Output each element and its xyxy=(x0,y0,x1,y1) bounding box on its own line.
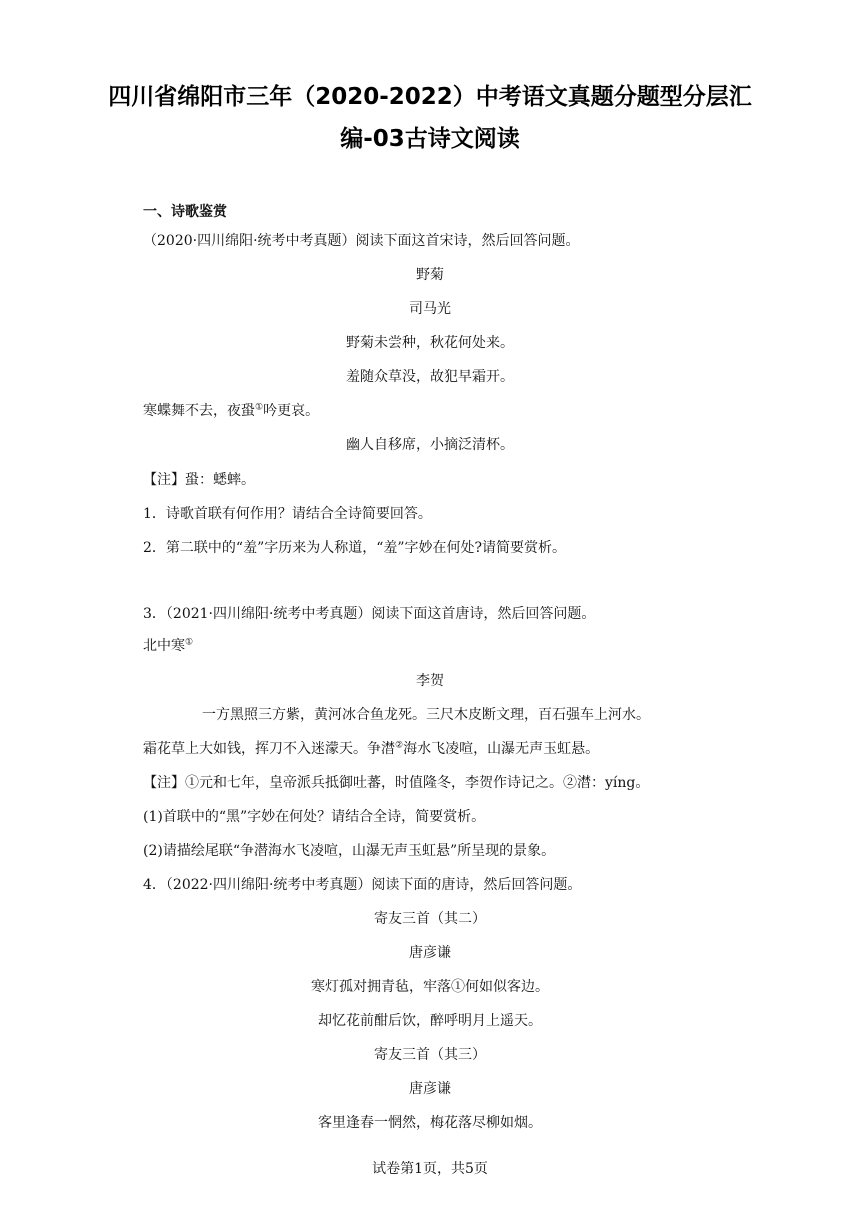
poem-line-text: 海水飞凌喧，山瀑无声玉虹悬。 xyxy=(403,741,600,757)
poem-title-jiyou-2: 寄友三首（其二） xyxy=(374,911,486,927)
footnote-marker: ① xyxy=(255,402,264,413)
poem-author-tangyanqian: 唐彦谦 xyxy=(409,945,451,961)
poem-note: 【注】①元和七年，皇帝派兵抵御吐蕃，时值隆冬，李贺作诗记之。②澘：yíng。 xyxy=(143,775,650,791)
poem-author-tangyanqian: 唐彦谦 xyxy=(409,1081,451,1097)
question-4-intro: 4．（2022·四川绵阳·统考中考真题）阅读下面的唐诗，然后回答问题。 xyxy=(143,877,582,893)
poem-line: 寒灯孤对拥青毡，牢落①何如似客边。 xyxy=(311,979,549,995)
sub-question-2: (2)请描绘尾联“争潜海水飞凌喧，山瀑无声玉虹悬”所呈现的景象。 xyxy=(143,843,556,859)
footnote-marker: ② xyxy=(395,740,404,751)
document-title-line-1: 四川省绵阳市三年（2020-2022）中考语文真题分题型分层汇 xyxy=(108,84,752,110)
question-2: 2．第二联中的“羞”字历来为人称道，“羞”字妙在何处?请简要赏析。 xyxy=(143,540,567,556)
poem-title-text: 北中寒 xyxy=(143,638,185,654)
question-1: 1．诗歌首联有何作用？请结合全诗简要回答。 xyxy=(143,506,432,522)
poem-line-text: 寒蝶舞不去，夜蛩 xyxy=(143,403,255,419)
poem-title-yeju: 野菊 xyxy=(416,267,444,283)
poem-line-text: 吟更哀。 xyxy=(263,403,320,419)
poem-line: 一方黑照三方紫，黄河冰合鱼龙死。三尺木皮断文理，百石强车上河水。 xyxy=(202,707,650,723)
poem-title-beizhonghan xyxy=(143,637,193,655)
poem-title-jiyou-3: 寄友三首（其三） xyxy=(374,1047,486,1063)
poem-author-simaguang: 司马光 xyxy=(409,301,451,317)
section-heading: 一、诗歌鉴赏 xyxy=(143,204,227,220)
poem-line: 野菊未尝种，秋花何处来。 xyxy=(346,335,514,351)
document-title-line-2: 编-03古诗文阅读 xyxy=(340,126,520,152)
poem-note: 【注】蛩：蟋蟀。 xyxy=(143,472,255,488)
poem-line-text: 霜花草上大如钱，挥刀不入迷濛天。争澘 xyxy=(143,741,395,757)
poem-line: 却忆花前酣后饮，醉呼明月上遥天。 xyxy=(318,1013,542,1029)
poem-line xyxy=(143,402,319,420)
question-3-intro: 3．（2021·四川绵阳·统考中考真题）阅读下面这首唐诗，然后回答问题。 xyxy=(143,606,596,622)
poem-line: 幽人自移席，小摘泛清杯。 xyxy=(346,437,514,453)
poem-line: 羞随众草没，故犯早霜开。 xyxy=(346,369,514,385)
footnote-marker: ① xyxy=(185,637,194,648)
page-footer: 试卷第1页，共5页 xyxy=(372,1161,488,1177)
sub-question-1: (1)首联中的“黑”字妙在何处？请结合全诗，简要赏析。 xyxy=(143,809,486,825)
poem-author-lihe: 李贺 xyxy=(416,673,444,689)
question-1-intro: （2020·四川绵阳·统考中考真题）阅读下面这首宋诗，然后回答问题。 xyxy=(143,233,580,249)
poem-line: 客里逢春一惘然，梅花落尽柳如烟。 xyxy=(318,1115,542,1131)
poem-line xyxy=(143,740,599,758)
